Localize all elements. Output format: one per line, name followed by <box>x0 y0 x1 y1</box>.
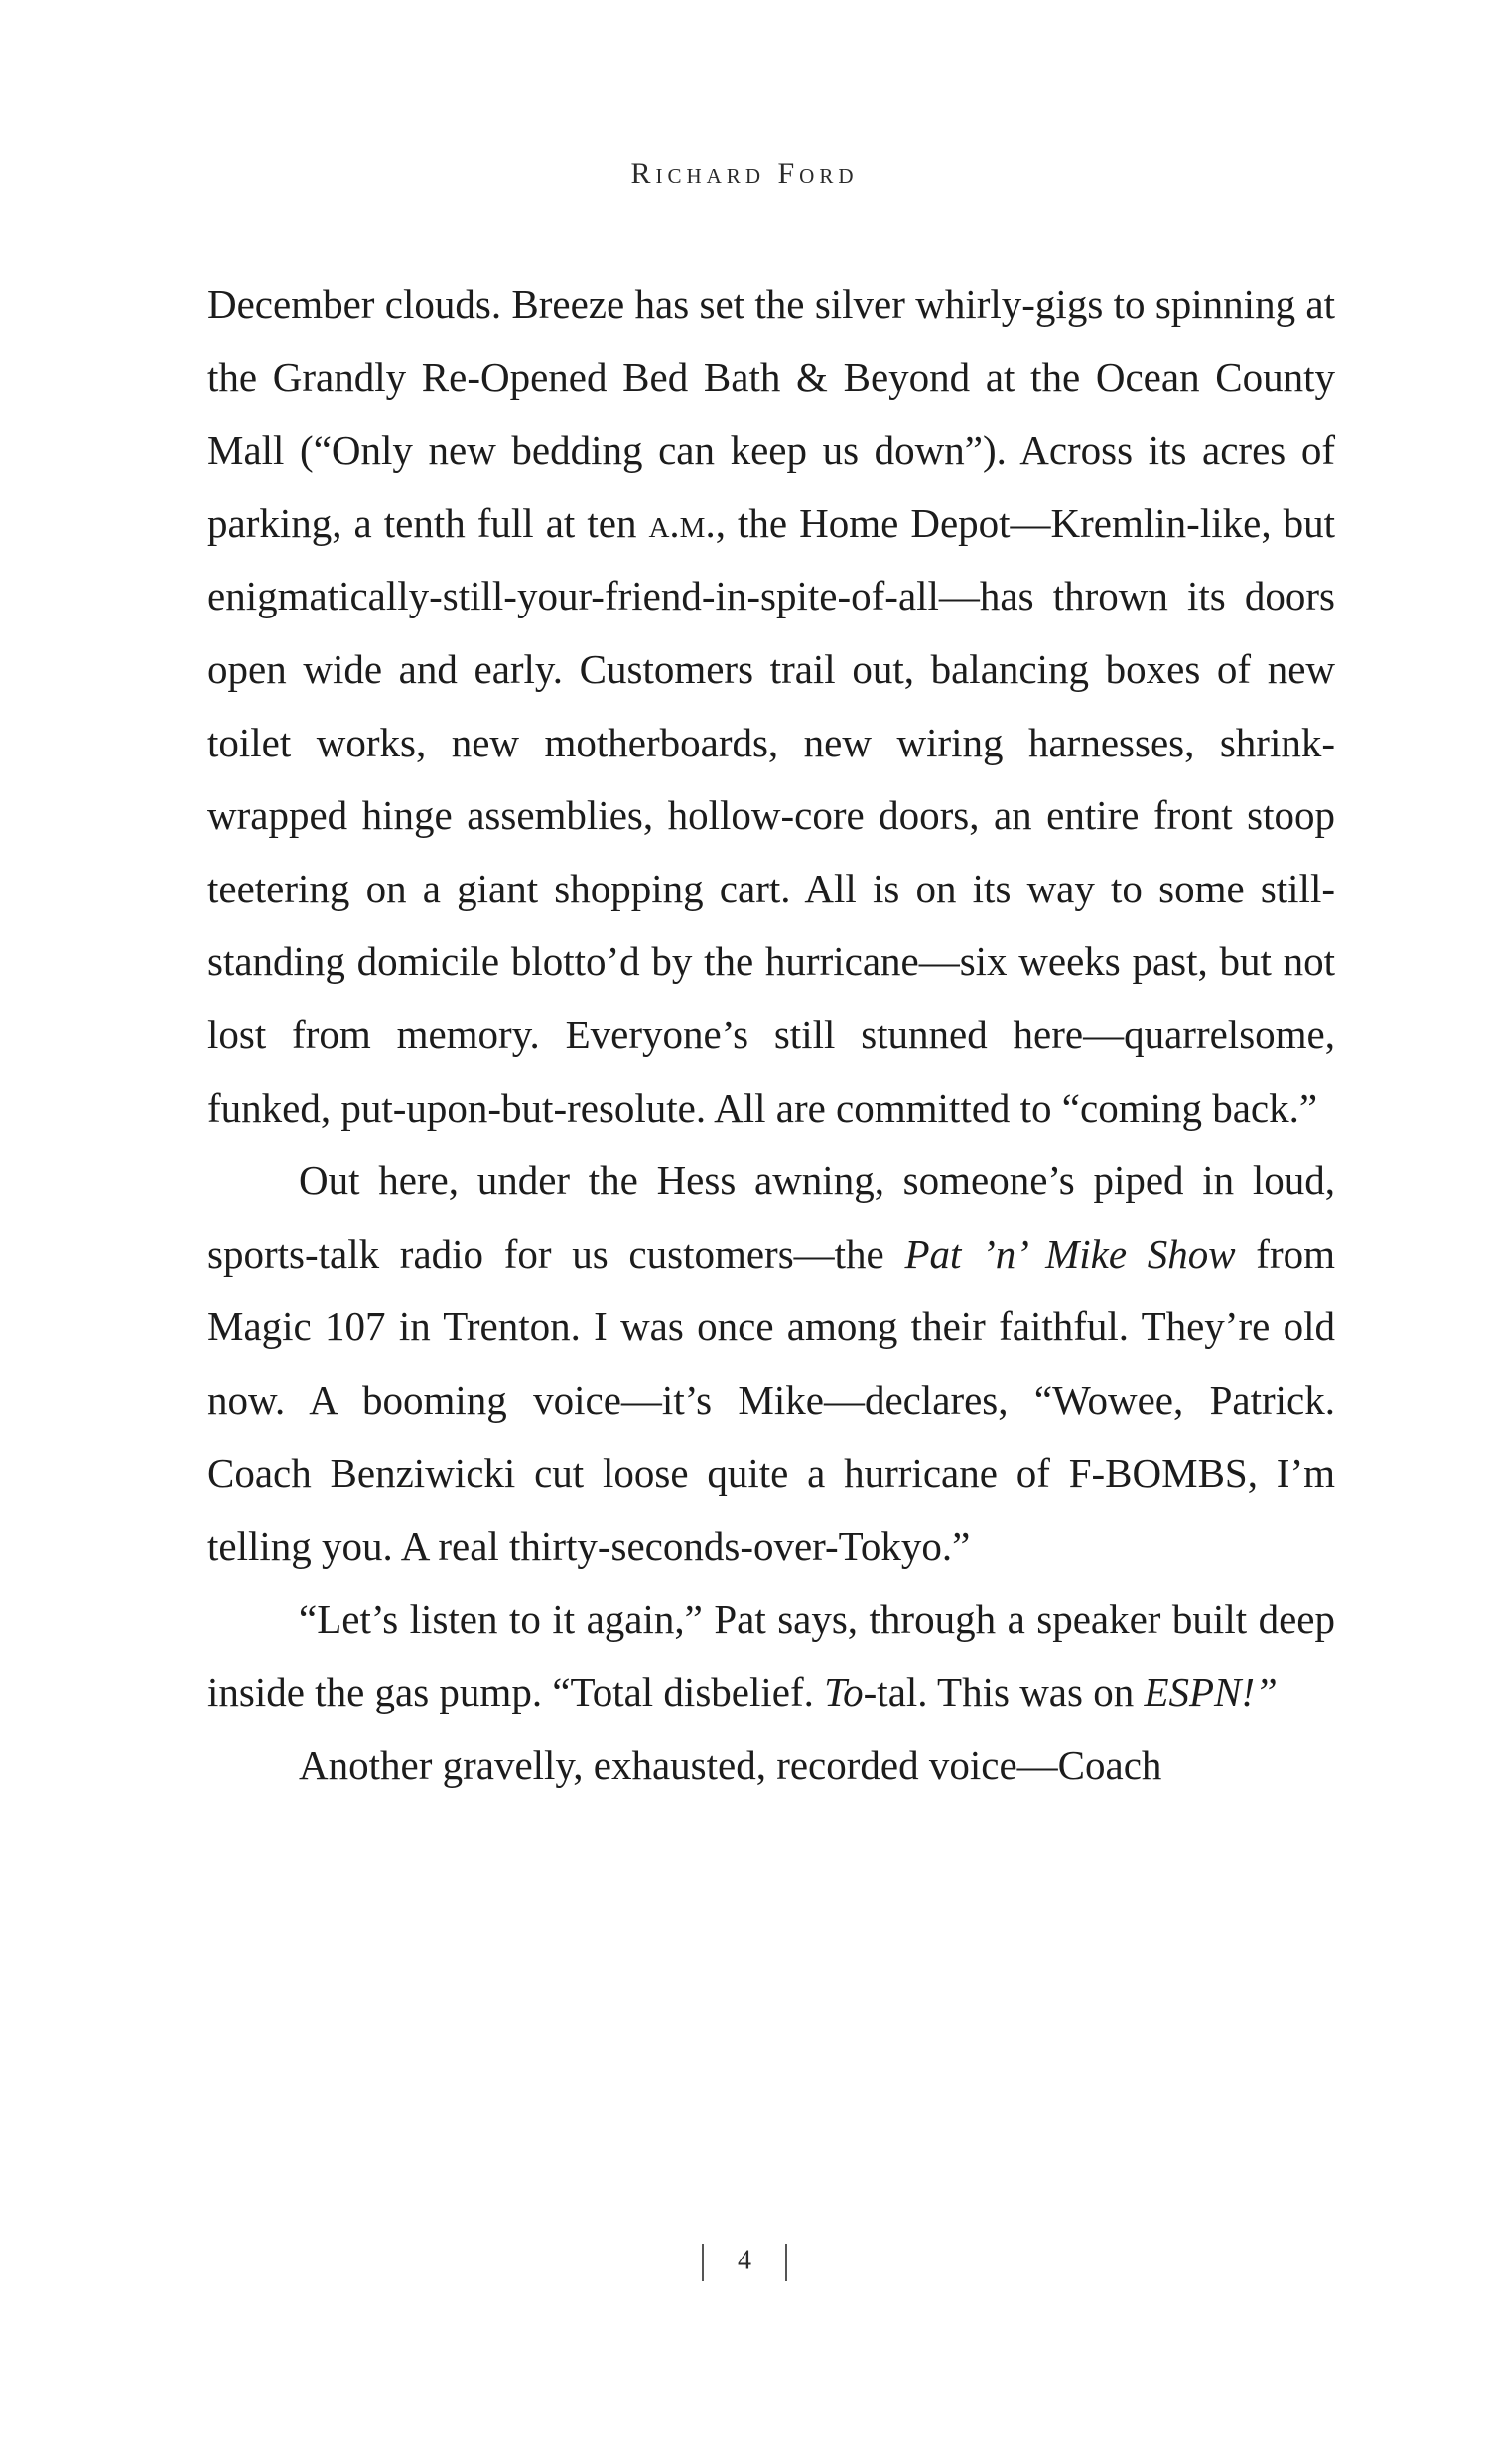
show-title: Pat ’n’ Mike Show <box>904 1230 1236 1277</box>
paragraph-4-text: Another gravelly, exhausted, recorded voice—Coach <box>299 1741 1162 1788</box>
running-head: Richard Ford <box>630 157 859 190</box>
paragraph-1-part-b: , the Home Depot—Kremlin-like, but enigmatically-still-your-friend-in-spite-of-all—has thrown its doors open wide and early. Customers trail out, balancing boxes of new toilet works, new motherboards, new wiring harnesses, shrink-wrapped hinge assemblies, hollow-core doors, an entire front stoop teetering on a giant shopping cart. All is on its way to some still-standing domicile blotto’d by the hurricane—six weeks past, but not lost from memory. Everyone’s still stunned here—quarrelsome, funked, put-upon-but-resolute. All are committed to “coming back.” <box>207 499 1335 1131</box>
paragraph-3-part-b: -tal. This was on <box>863 1669 1145 1715</box>
paragraph-2 <box>207 1145 1335 1583</box>
emphasis-to: To <box>824 1669 864 1715</box>
paragraph-4 <box>207 1729 1335 1803</box>
paragraph-3-part-a: “Let’s listen to it again,” Pat says, through a speaker built deep inside the gas pump. “Total disbelief. <box>207 1595 1335 1715</box>
paragraph-2-part-b: from Magic 107 in Trenton. I was once among their faithful. They’re old now. A booming voice—it’s Mike—declares, “Wowee, Patrick. Coach Benziwicki cut loose quite a hurricane of F-BOMBS, I’m telling you. A real thirty-seconds-over-Tokyo.” <box>207 1230 1335 1570</box>
paragraph-1-part-a: December clouds. Breeze has set the silver whirly-gigs to spinning at the Grandly Re-Opened Bed Bath & Beyond at the Ocean County Mall (“Only new bedding can keep us down”). Across its acres of parking, a tenth full at ten <box>207 281 1335 546</box>
page-number: 4 <box>738 2245 751 2276</box>
folio-bar-right <box>785 2244 787 2281</box>
time-am: a.m. <box>648 499 716 546</box>
folio-bar-left <box>702 2244 704 2281</box>
paragraph-2-part-a: Out here, under the Hess awning, someone’s piped in loud, sports-talk radio for us customers—the <box>207 1158 1335 1277</box>
network-name: ESPN!” <box>1144 1669 1278 1715</box>
body-text <box>207 268 1335 1802</box>
paragraph-3 <box>207 1583 1335 1729</box>
paragraph-1 <box>207 268 1335 1145</box>
page-folio <box>0 2244 1489 2281</box>
